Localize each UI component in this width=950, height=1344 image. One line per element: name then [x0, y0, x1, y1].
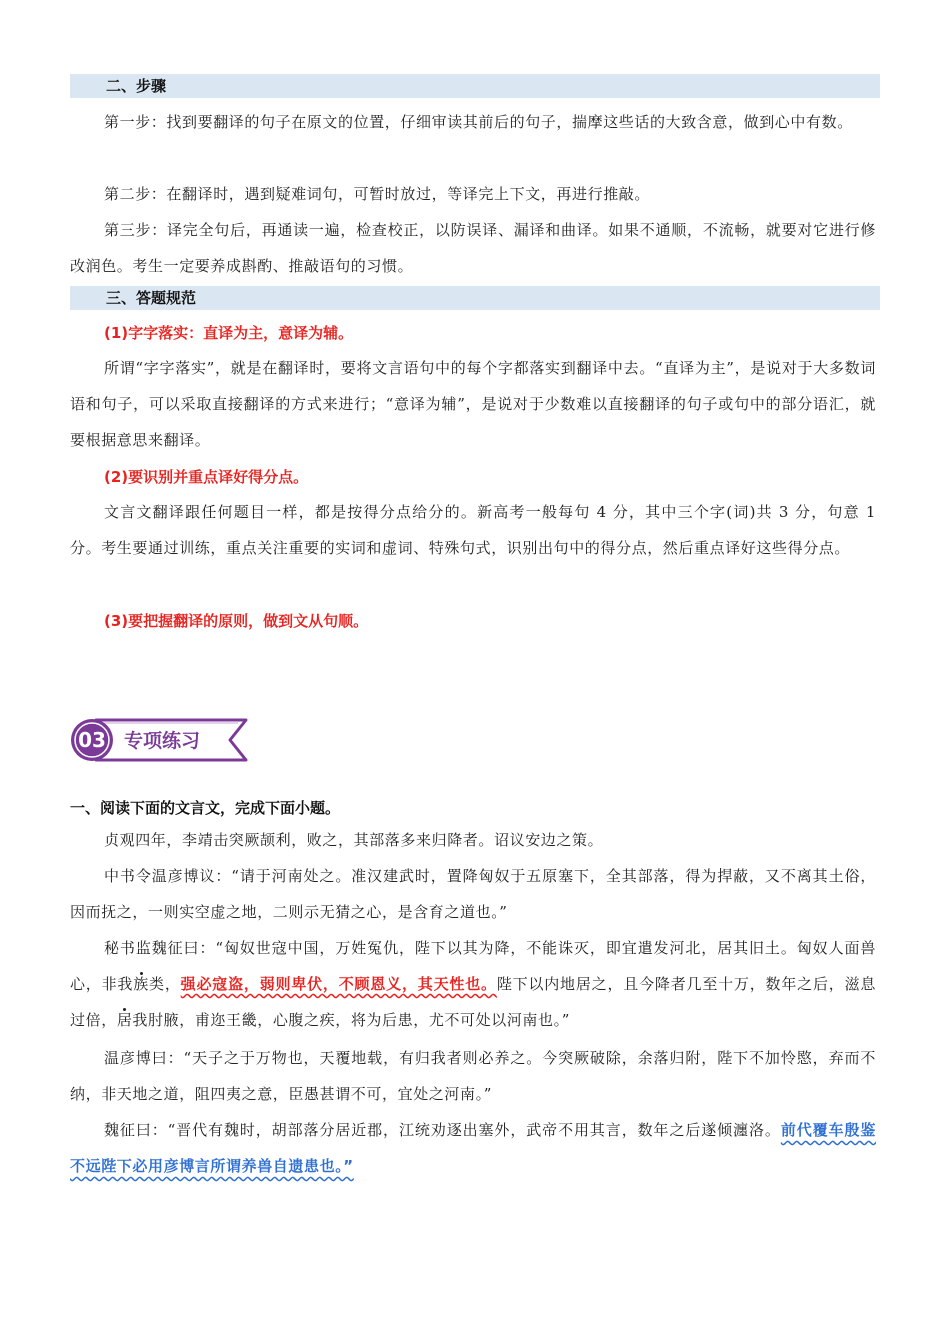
passage-paragraph-1: 贞观四年，李靖击突厥颉利，败之，其部落多来归降者。诏议安边之策。: [104, 831, 604, 849]
section-badge: [70, 714, 250, 766]
highlighted-sentence-red: 强必寇盗，弱则卑伏，不顾恩义，其天性也。: [180, 975, 497, 993]
passage-paragraph-2: 中书令温彦博议：“请于河南处之。准汉建武时，置降匈奴于五原塞下，全其部落，得为捍蔽，又不离其土俗，因而抚之，一则实空虚之地，二则示无猜之心，是含育之道也。”: [70, 867, 876, 921]
passage-paragraph-3: 秘书监魏征曰：“匈奴世寇中国，万姓冤仇，陛下以其为降，不能诛灭，即宜遣发河北，居其旧土。匈奴人面兽心，非我族类，强必寇盗，弱则卑伏，不顾恩义，其天性也。陛下以内地居之，且今降者几至十万，数年之后，滋息过倍，居我肘腋，甫迩王畿，心腹之疾，将为后患，尤不可处以河南也。”: [70, 939, 876, 1029]
highlighted-sentence-blue: 前代覆车殷鉴不远陛下必用彦博言所谓养兽自遗患也。”: [70, 1121, 876, 1175]
step-1-text: 第一步：找到要翻译的句子在原文的位置，仔细审读其前后的句子，揣摩这些话的大致含意，做到心中有数。: [104, 113, 853, 131]
rule-2-title: (2)要识别并重点译好得分点。: [104, 468, 309, 486]
badge-shape: [70, 714, 250, 766]
rule-3-title: (3)要把握翻译的原则，做到文从句顺。: [104, 612, 369, 630]
passage-paragraph-4: 温彦博曰：“天子之于万物也，天覆地载，有归我者则必养之。今突厥破除，余落归附，陛下不加怜愍，弃而不纳，非天地之道，阻四夷之意，臣愚甚谓不可，宜处之河南。”: [70, 1049, 876, 1103]
rule-2-text: 文言文翻译跟任何题目一样，都是按得分点给分的。新高考一般每句 4 分，其中三个字(词)共 3 分，句意 1 分。考生要通过训练，重点关注重要的实词和虚词、特殊句式，识别出句中的得分点，然后重点译好这些得分点。: [70, 503, 876, 557]
rule-1-text: 所谓“字字落实”，就是在翻译时，要将文言语句中的每个字都落实到翻译中去。“直译为主”，是说对于大多数词语和句子，可以采取直接翻译的方式来进行；“意译为辅”，是说对于少数难以直接翻译的句子或句中的部分语汇，就要根据意思来翻译。: [70, 359, 876, 449]
exercise-question: 一、阅读下面的文言文，完成下面小题。: [70, 799, 341, 817]
section-heading-steps: 二、步骤: [70, 74, 880, 98]
dotted-char-ju: 居: [116, 1011, 133, 1029]
passage-paragraph-5: 魏征曰：“晋代有魏时，胡部落分居近郡，江统劝逐出塞外，武帝不用其言，数年之后遂倾瀍洛。前代覆车殷鉴不远陛下必用彦博言所谓养兽自遗患也。”: [70, 1121, 876, 1175]
step-2-text: 第二步：在翻译时，遇到疑难词句，可暂时放过，等译完上下文，再进行推敲。: [104, 185, 651, 203]
badge-number: 03: [78, 728, 106, 752]
dotted-char-zu: 族: [133, 975, 150, 993]
badge-label: 专项练习: [124, 730, 201, 752]
step-3-text: 第三步：译完全句后，再通读一遍，检查校正，以防误译、漏译和曲译。如果不通顺，不流畅，就要对它进行修改润色。考生一定要养成斟酌、推敲语句的习惯。: [70, 221, 876, 275]
rule-1-title: (1)字字落实：直译为主，意译为辅。: [104, 324, 354, 342]
section-heading-answer-rules: 三、答题规范: [70, 286, 880, 310]
